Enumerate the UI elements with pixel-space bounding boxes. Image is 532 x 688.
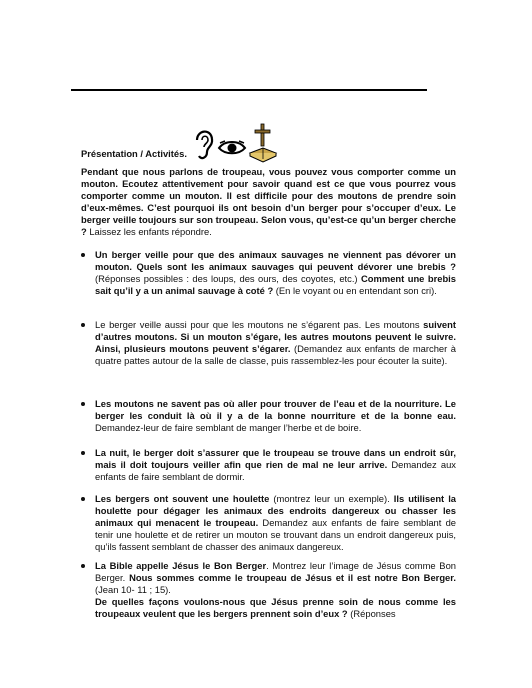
list-item	[81, 398, 456, 434]
section-heading: Présentation / Activités.	[81, 148, 187, 159]
list-item	[81, 493, 456, 553]
list-item-text	[95, 560, 456, 620]
activity-icons	[193, 123, 278, 163]
body-text: (Réponses possibles : des loups, des ours, des coyotes, etc.)	[95, 273, 362, 285]
bullet-icon	[81, 451, 85, 455]
bold-text: Les bergers ont souvent une houlette	[95, 493, 270, 504]
bullet-icon	[81, 497, 85, 501]
bullet-icon	[81, 323, 85, 327]
list-item	[81, 560, 456, 620]
body-text: (Demandez aux enfants de marcher à quatre pattes autour de la salle de classe, puis rassemblez-les pour écouter la suite).	[95, 343, 456, 367]
body-text: (Réponses	[347, 608, 396, 620]
body-text: Demandez-leur de faire semblant de manger l’herbe et de boire.	[95, 422, 362, 434]
bullet-icon	[81, 564, 85, 568]
ear-icon	[193, 126, 215, 162]
body-text: Demandez aux enfants de faire semblant de dormir.	[95, 459, 456, 483]
bold-text: Les moutons ne savent pas où aller pour trouver de l’eau et de la nourriture. Le berger les conduit là où il y a de la bonne nourriture et de la bonne eau.	[95, 398, 456, 422]
list-item-text	[95, 398, 456, 434]
eye-icon	[217, 138, 247, 158]
body-text: . Montrez leur l’image de Jésus comme Bon Berger.	[95, 560, 456, 584]
list-item-text	[95, 447, 456, 483]
horizontal-rule	[71, 89, 427, 91]
body-text: (montrez leur un exemple).	[269, 493, 394, 504]
list-item-text	[95, 319, 456, 367]
intro-paragraph	[81, 166, 456, 239]
bold-text: Un berger veille pour que des animaux sauvages ne viennent pas dévorer un mouton. Quels sont les animaux sauvages qui peuvent dévorer une brebis ?	[95, 249, 456, 273]
body-text: (En le voyant ou en entendant son cri).	[273, 285, 437, 297]
list-item	[81, 319, 456, 367]
bold-text: Pendant que nous parlons de troupeau, vous pouvez vous comporter comme un mouton. Ecoutez attentivement pour savoir quand est ce que vous pourrez vous comporter comme un mouton. Il est difficile pour des moutons de prendre soin d’eux-mêmes. C’est pourquoi ils ont besoin d’un berger pour s’occuper d’eux. Le berger veille toujours sur son troupeau. Selon vous, qu’est-ce qu’un berger cherche ?	[81, 166, 456, 238]
body-text: Le berger veille aussi pour que les moutons ne s’égarent pas. Les moutons	[95, 319, 424, 330]
body-text: Demandez aux enfants de faire semblant de tenir une houlette et de retirer un mouton se trouvant dans un endroit dangereux puis, qu’ils fassent semblant de chasser des animaux dangereux.	[95, 517, 456, 553]
bullet-icon	[81, 402, 85, 406]
bold-text: suivent d’autres moutons. Si un mouton s’égare, les autres moutons peuvent le suivre. Ainsi, plusieurs moutons peuvent s’égarer.	[95, 319, 456, 355]
bold-text: Ils utilisent la houlette pour dégager les animaux des endroits dangereux ou chasser les animaux qui menacent le troupeau.	[95, 493, 457, 529]
bible-cross-icon	[248, 123, 278, 163]
body-text: (Jean 10- 11 ; 15).	[95, 584, 171, 596]
bold-text: De quelles façons voulons-nous que Jésus prenne soin de nous comme les troupeaux veulent que les bergers prennent soin d’eux ?	[95, 596, 456, 620]
body-text: Laissez les enfants répondre.	[86, 226, 212, 238]
list-item-text	[95, 249, 456, 297]
bold-text: Nous sommes comme le troupeau de Jésus et il est notre Bon Berger.	[129, 572, 456, 584]
bullet-icon	[81, 253, 85, 257]
list-item-text	[95, 493, 456, 553]
bold-text: La Bible appelle Jésus le Bon Berger	[95, 560, 267, 571]
bold-text: Comment une brebis sait qu’il y a un animal sauvage à coté ?	[95, 273, 456, 297]
list-item	[81, 447, 456, 483]
bold-text: La nuit, le berger doit s’assurer que le troupeau se trouve dans un endroit sûr, mais il doit toujours veiller afin que rien de mal ne leur arrive.	[95, 447, 456, 471]
list-item	[81, 249, 456, 297]
